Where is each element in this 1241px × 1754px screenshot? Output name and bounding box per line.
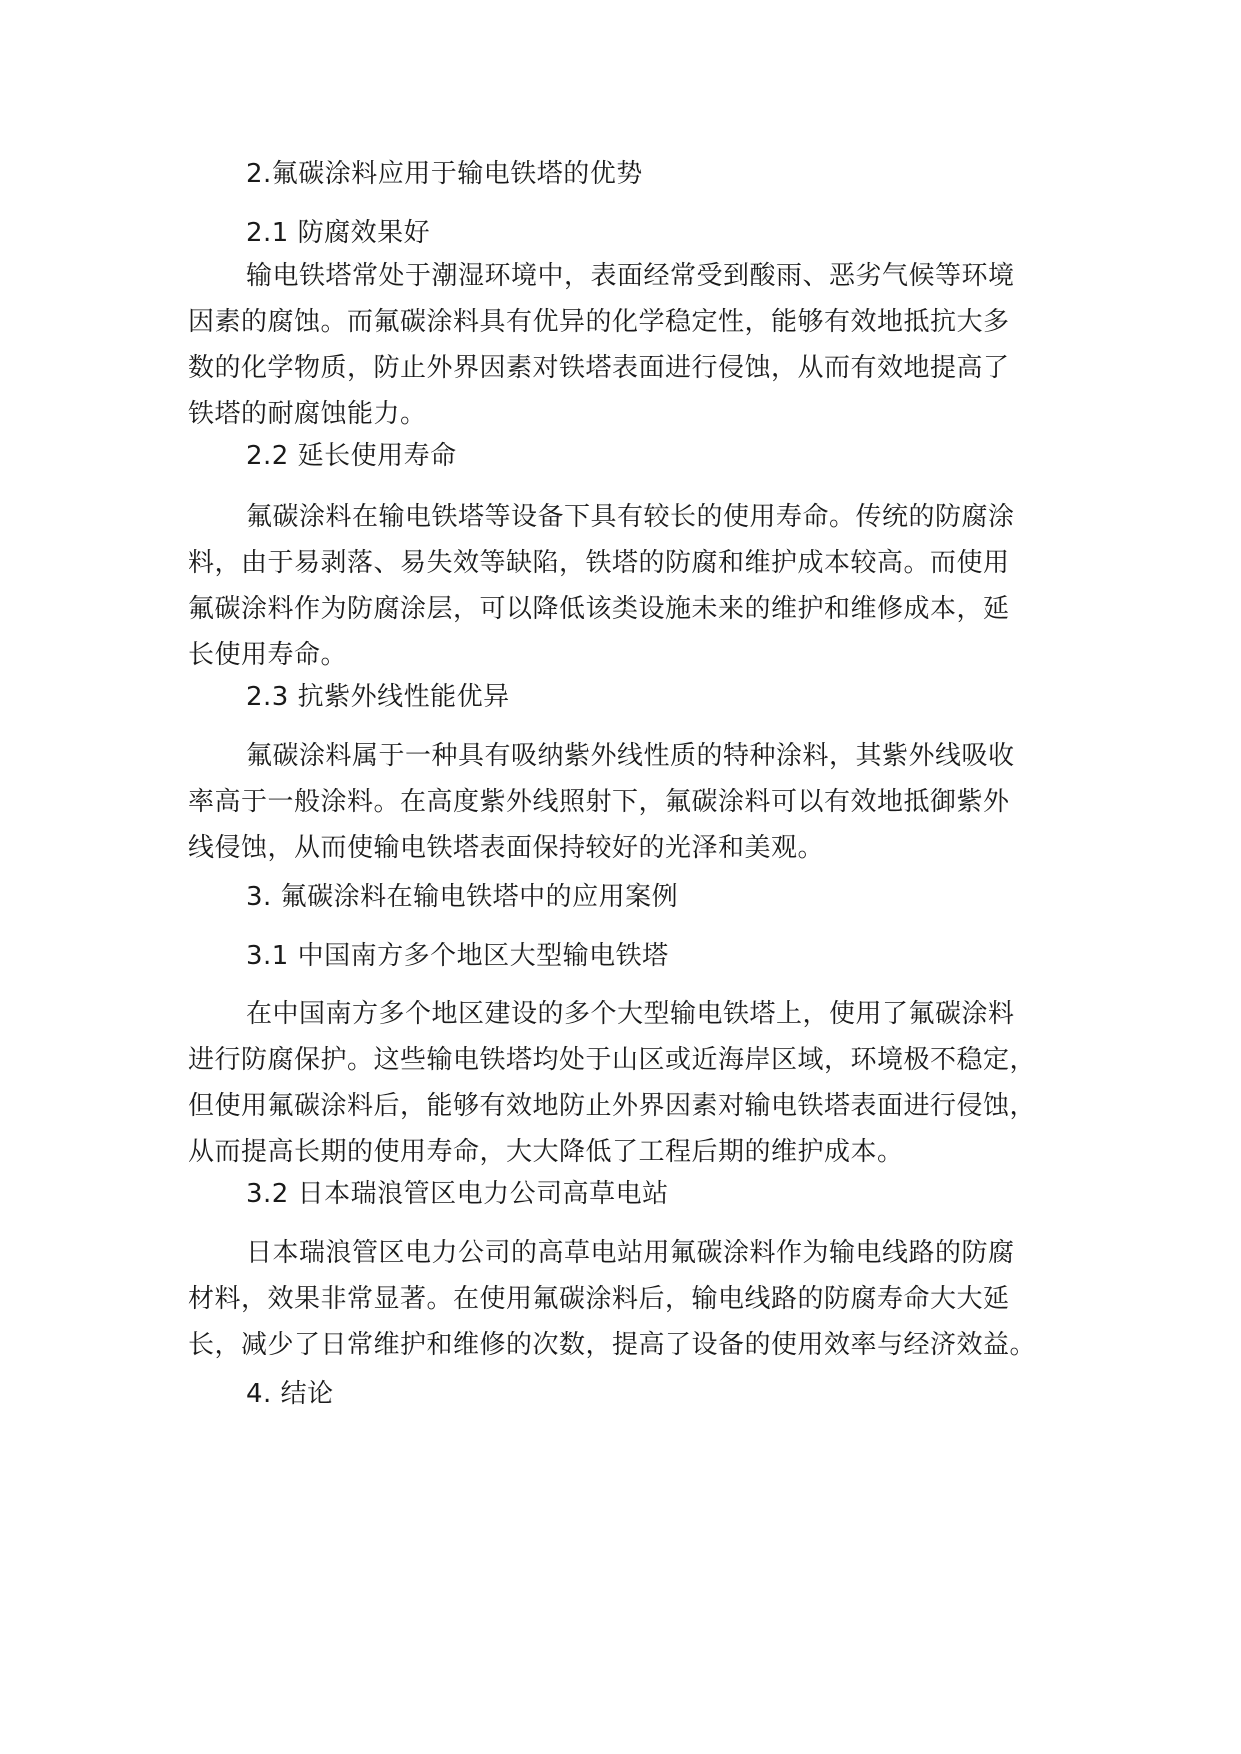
subsection-heading-2-1: 2.1 防腐效果好 <box>246 218 431 248</box>
paragraph-line: 氟碳涂料属于一种具有吸纳紫外线性质的特种涂料，其紫外线吸收 <box>246 741 1015 771</box>
subsection-heading-3-1: 3.1 中国南方多个地区大型输电铁塔 <box>246 941 669 971</box>
paragraph-line: 输电铁塔常处于潮湿环境中，表面经常受到酸雨、恶劣气候等环境 <box>246 261 1015 291</box>
section-heading-4: 4. 结论 <box>246 1379 334 1409</box>
paragraph-line: 因素的腐蚀。而氟碳涂料具有优异的化学稳定性，能够有效地抵抗大多 <box>188 307 1010 337</box>
section-heading-2: 2.氟碳涂料应用于输电铁塔的优势 <box>246 159 643 189</box>
subsection-heading-3-2: 3.2 日本瑞浪管区电力公司高草电站 <box>246 1179 669 1209</box>
paragraph-line: 但使用氟碳涂料后，能够有效地防止外界因素对输电铁塔表面进行侵蚀， <box>188 1091 1037 1121</box>
paragraph-line: 铁塔的耐腐蚀能力。 <box>188 399 427 429</box>
paragraph-3-2 <box>188 1230 1078 1368</box>
paragraph-line: 线侵蚀，从而使输电铁塔表面保持较好的光泽和美观。 <box>188 833 825 863</box>
paragraph-line: 材料，效果非常显著。在使用氟碳涂料后，输电线路的防腐寿命大大延 <box>188 1284 1010 1314</box>
paragraph-2-3 <box>188 733 1078 871</box>
paragraph-line: 长使用寿命。 <box>188 640 348 670</box>
paragraph-line: 氟碳涂料在输电铁塔等设备下具有较长的使用寿命。传统的防腐涂 <box>246 502 1015 532</box>
paragraph-line: 数的化学物质，防止外界因素对铁塔表面进行侵蚀，从而有效地提高了 <box>188 353 1010 383</box>
paragraph-line: 长，减少了日常维护和维修的次数，提高了设备的使用效率与经济效益。 <box>188 1330 1037 1360</box>
subsection-heading-2-2: 2.2 延长使用寿命 <box>246 441 457 471</box>
paragraph-line: 日本瑞浪管区电力公司的高草电站用氟碳涂料作为输电线路的防腐 <box>246 1238 1015 1268</box>
subsection-heading-2-3: 2.3 抗紫外线性能优异 <box>246 682 510 712</box>
paragraph-line: 进行防腐保护。这些输电铁塔均处于山区或近海岸区域，环境极不稳定， <box>188 1045 1037 1075</box>
paragraph-line: 从而提高长期的使用寿命，大大降低了工程后期的维护成本。 <box>188 1137 904 1167</box>
section-heading-3: 3. 氟碳涂料在输电铁塔中的应用案例 <box>246 882 679 912</box>
paragraph-2-2 <box>188 494 1078 678</box>
paragraph-line: 料，由于易剥落、易失效等缺陷，铁塔的防腐和维护成本较高。而使用 <box>188 548 1010 578</box>
paragraph-line: 在中国南方多个地区建设的多个大型输电铁塔上，使用了氟碳涂料 <box>246 999 1015 1029</box>
paragraph-line: 率高于一般涂料。在高度紫外线照射下，氟碳涂料可以有效地抵御紫外 <box>188 787 1010 817</box>
paragraph-2-1 <box>188 253 1078 437</box>
paragraph-line: 氟碳涂料作为防腐涂层，可以降低该类设施未来的维护和维修成本，延 <box>188 594 1010 624</box>
paragraph-3-1 <box>188 991 1078 1175</box>
